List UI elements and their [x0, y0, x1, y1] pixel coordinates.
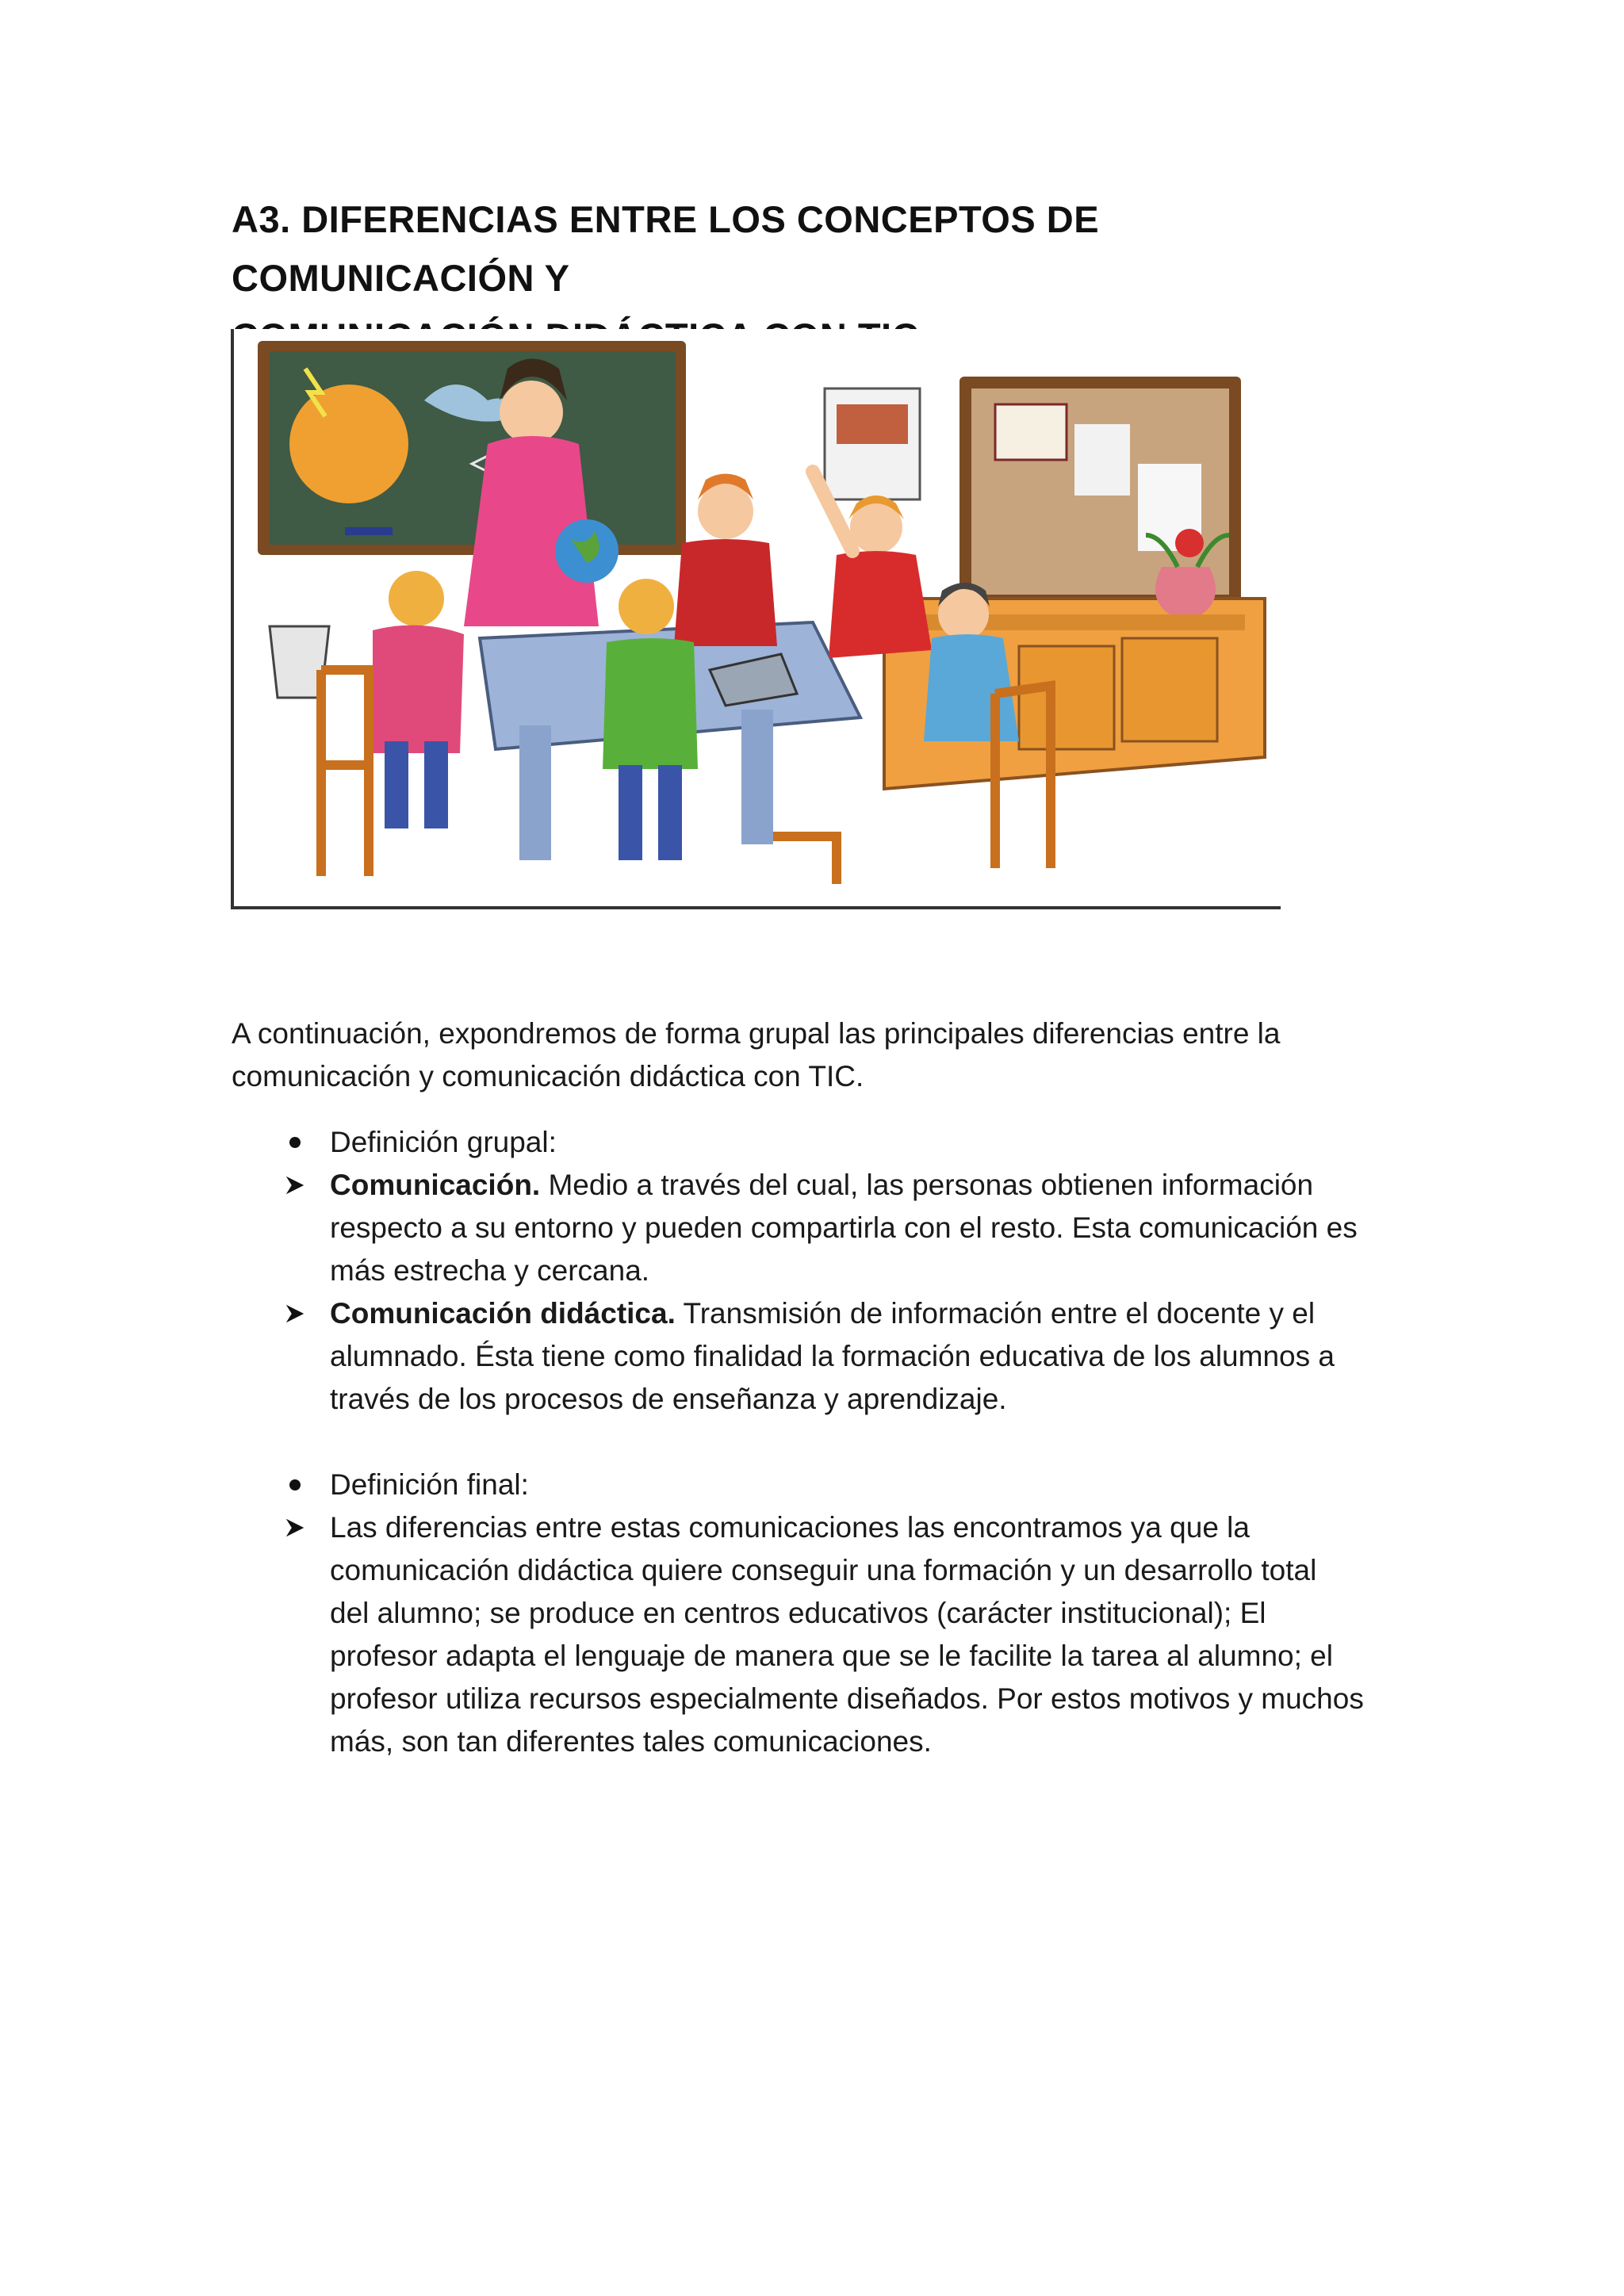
definitions-list — [232, 1121, 1389, 1763]
list-item-comunicacion: Comunicación. Medio a través del cual, las personas obtienen información respecto a su entorno y pueden compartirla con el resto. Esta comunicación es más estrecha y cercana. — [232, 1164, 1389, 1292]
bullet-dot-icon — [279, 1464, 311, 1506]
arrow-bullet-icon — [279, 1292, 311, 1335]
title-line-1: A3. DIFERENCIAS ENTRE LOS CONCEPTOS DE COMUNICACIÓN Y — [232, 198, 1100, 299]
list-item-diferencias: Las diferencias entre estas comunicaciones las encontramos ya que la comunicación didáctica quiere conseguir una formación y un desarrollo total del alumno; se produce en centros educativos (carácter institucional); El profesor adapta el lenguaje de manera que se le facilite la tarea al alumno; el profesor utiliza recursos especialmente diseñados. Por estos motivos y muchos más, son tan diferentes tales comunicaciones. — [232, 1506, 1389, 1763]
bullet-dot-icon — [279, 1121, 311, 1164]
list-item-definicion-grupal: Definición grupal: — [232, 1121, 1389, 1164]
term-comunicacion: Comunicación. — [330, 1169, 541, 1201]
arrow-bullet-icon — [279, 1164, 311, 1207]
intro-line-2: comunicación y comunicación didáctica con TIC. — [232, 1060, 864, 1093]
list-item-comunicacion-didactica: Comunicación didáctica. Transmisión de información entre el docente y el alumnado. Ésta tiene como finalidad la formación educativa de los alumnos a través de los procesos de enseñanza y aprendizaje. — [232, 1292, 1389, 1421]
intro-paragraph — [232, 1012, 1389, 1098]
term-comunicacion-didactica: Comunicación didáctica. — [330, 1297, 676, 1330]
classroom-illustration — [231, 329, 1281, 909]
arrow-bullet-icon — [279, 1506, 311, 1549]
intro-line-1: A continuación, expondremos de forma grupal las principales diferencias entre la — [232, 1017, 1281, 1050]
list-item-definicion-final: Definición final: — [232, 1464, 1389, 1506]
list-spacer — [232, 1421, 1389, 1464]
